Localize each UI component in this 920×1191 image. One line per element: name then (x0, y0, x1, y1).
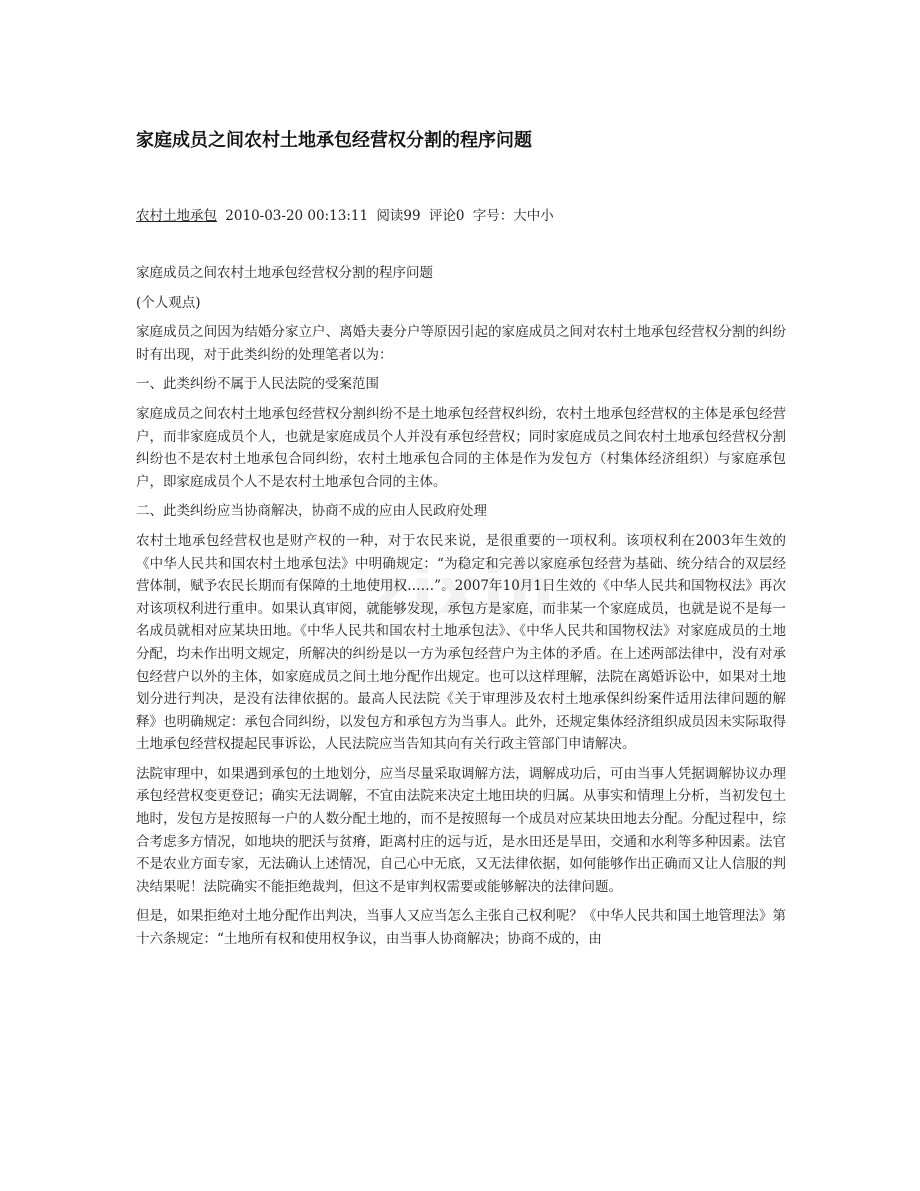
body-note: (个人观点) (136, 294, 201, 311)
article-body (136, 262, 786, 958)
body-paragraph: 法院审理中，如果遇到承包的土地划分，应当尽量采取调解方法，调解成功后，可由当事人凭据调解协议办理承包经营权变更登记；确实无法调解，不宜由法院来决定土地田块的归属。从事实和情理上分析，当初发包土地时，发包方是按照每一户的人数分配土地的，而不是按照每一个成员对应某块田地去分配。分配过程中，综合考虑多方情况，如地块的肥沃与贫瘠，距离村庄的远与近，是水田还是旱田，交通和水利等多种因素。法官不是农业方面专家，无法确认上述情况，自己心中无底，又无法律依据，如何能够作出正确而又让人信服的判决结果呢！法院确实不能拒绝裁判，但这不是审判权需要或能够解决的法律问题。 (136, 765, 786, 895)
body-heading: 家庭成员之间农村土地承包经营权分割的程序问题 (136, 265, 433, 281)
body-paragraph: 家庭成员之间农村土地承包经营权分割纠纷不是土地承包经营权纠纷，农村土地承包经营权的主体是承包经营户，而非家庭成员个人，也就是家庭成员个人并没有承包经营权；同时家庭成员之间农村土地承包经营权分割纠纷也不是农村土地承包合同纠纷，农村土地承包合同的主体是作为发包方（村集体经济组织）与家庭承包户，即家庭成员个人不是农村土地承包合同的主体。 (136, 405, 786, 490)
section-heading-2: 二、此类纠纷应当协商解决，协商不成的应由人民政府处理 (136, 503, 487, 520)
font-size-control[interactable]: 字号：大中小 (472, 208, 554, 224)
read-count: 阅读99 (376, 208, 421, 224)
comment-count: 评论0 (428, 208, 465, 224)
body-paragraph: 家庭成员之间因为结婚分家立户、离婚夫妻分户等原因引起的家庭成员之间对农村土地承包经营权分割的纠纷时有出现，对于此类纠纷的处理笔者以为： (136, 324, 786, 363)
section-heading-1: 一、此类纠纷不属于人民法院的受案范围 (136, 376, 379, 393)
body-paragraph: 农村土地承包经营权也是财产权的一种，对于农民来说，是很重要的一项权利。该项权利在2003年生效的《中华人民共和国农村土地承包法》中明确规定：“为稳定和完善以家庭承包经营为基础、统分结合的双层经营体制，赋予农民长期而有保障的土地使用权……”。2007年10月1日生效的《中华人民共和国物权法》再次对该项权利进行重申。如果认真审阅，就能够发现，承包方是家庭，而非某一个家庭成员，也就是说不是每一名成员就相对应某块田地。《中华人民共和国农村土地承包法》、《中华人民共和国物权法》对家庭成员的土地分配，均未作出明文规定，所解决的纠纷是以一方为承包经营户为主体的矛盾。在上述两部法律中，没有对承包经营户以外的主体，如家庭成员之间土地分配作出规定。也可以这样理解，法院在离婚诉讼中，如果对土地划分进行判决，是没有法律依据的。最高人民法院《关于审理涉及农村土地承保纠纷案件适用法律问题的解释》也明确规定：承包合同纠纷，以发包方和承包方为当事人。此外，还规定集体经济组织成员因未实际取得土地承包经营权提起民事诉讼，人民法院应当告知其向有关行政主管部门申请解决。 (136, 532, 786, 753)
publish-datetime: 2010-03-20 00:13:11 (225, 208, 369, 224)
article-title: 家庭成员之间农村土地承包经营权分割的程序问题 (136, 130, 532, 151)
article-meta (136, 204, 558, 224)
body-paragraph: 但是，如果拒绝对土地分配作出判决，当事人又应当怎么主张自己权利呢？《中华人民共和国土地管理法》第十六条规定：“土地所有权和使用权争议，由当事人协商解决；协商不成的，由 (136, 908, 786, 948)
author-link[interactable]: 农村土地承包 (136, 208, 217, 224)
watermark: zixin (370, 555, 558, 629)
